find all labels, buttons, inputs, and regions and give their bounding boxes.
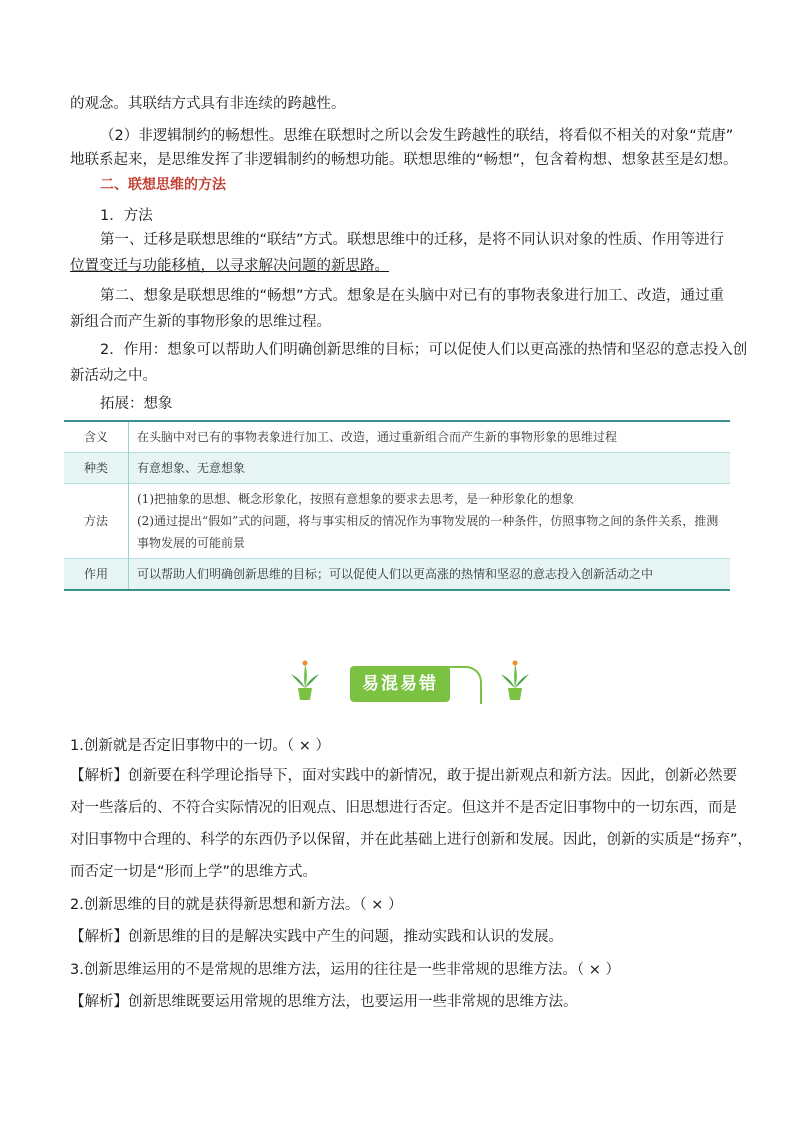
table-value: 在头脑中对已有的事物表象进行加工、改造，通过重新组合而产生新的事物形象的思维过程 <box>137 430 618 444</box>
method-item-2: (2)通过提出“假如”式的问题，将与事实相反的情况作为事物发展的一种条件，仿照事物之间的条件关系，推测事物发展的可能前景 <box>137 514 719 550</box>
underlined-text: 位置变迁与功能移植，以寻求解决问题的新思路。 <box>70 258 389 274</box>
question-3: 3.创新思维运用的不是常规的思维方法，运用的往往是一些非常规的思维方法。（ × ） <box>70 962 620 978</box>
paragraph-effect-2: 新活动之中。 <box>70 368 157 384</box>
paragraph-effect-1: 2．作用：想象可以帮助人们明确创新思维的目标；可以促使人们以更高涨的热情和坚忍的意志投入创 <box>100 342 748 358</box>
question-1: 1.创新就是否定旧事物中的一切。（ × ） <box>70 738 330 754</box>
imagination-table <box>64 420 730 591</box>
table-value: 有意想象、无意想象 <box>137 461 246 475</box>
banner-title: 易混易错 <box>350 666 450 702</box>
table-key: 含义 <box>64 421 129 453</box>
extension-label: 拓展：想象 <box>100 396 173 412</box>
paragraph-second-2: 新组合而产生新的事物形象的思维过程。 <box>70 314 331 330</box>
paragraph-concept-end: 的观念。其联结方式具有非连续的跨越性。 <box>70 96 346 112</box>
plant-icon <box>500 658 530 702</box>
table-row <box>64 453 730 484</box>
section-heading: 二、联想思维的方法 <box>100 177 226 193</box>
table-row <box>64 559 730 591</box>
table-row <box>64 421 730 453</box>
plant-icon <box>290 658 320 702</box>
answer-2: 【解析】创新思维的目的是解决实践中产生的问题，推动实践和认识的发展。 <box>70 929 563 945</box>
paragraph-second-1: 第二、想象是联想思维的“畅想”方式。想象是在头脑中对已有的事物表象进行加工、改造，通过重 <box>100 288 725 304</box>
method-subtitle: 1．方法 <box>100 208 153 224</box>
answer-1-line-4: 而否定一切是“形而上学”的思维方式。 <box>70 864 318 880</box>
question-2: 2.创新思维的目的就是获得新思想和新方法。（ × ） <box>70 897 403 913</box>
table-value: 可以帮助人们明确创新思维的目标；可以促使人们以更高涨的热情和坚忍的意志投入创新活动之中 <box>137 567 654 581</box>
table-value <box>129 484 731 559</box>
section-banner <box>290 658 530 706</box>
paragraph-free-imagination-2: 地联系起来，是思维发挥了非逻辑制约的畅想功能。联想思维的“畅想”，包含着构想、想象甚至是幻想。 <box>70 152 738 168</box>
paragraph-first-2 <box>70 256 730 276</box>
answer-3: 【解析】创新思维既要运用常规的思维方法，也要运用一些非常规的思维方法。 <box>70 994 578 1010</box>
table-key: 种类 <box>64 453 129 484</box>
answer-1-line-3: 对旧事物中合理的、科学的东西仍予以保留，并在此基础上进行创新和发展。因此，创新的实质是“扬弃”， <box>70 832 753 848</box>
table-row <box>64 484 730 559</box>
table-key: 方法 <box>64 484 129 559</box>
paragraph-first-1: 第一、迁移是联想思维的“联结”方式。联想思维中的迁移，是将不同认识对象的性质、作用等进行 <box>100 232 725 248</box>
method-item-1: (1)把抽象的思想、概念形象化，按照有意想象的要求去思考，是一种形象化的想象 <box>137 492 575 506</box>
table-key: 作用 <box>64 559 129 591</box>
answer-1-line-2: 对一些落后的、不符合实际情况的旧观点、旧思想进行否定。但这并不是否定旧事物中的一切东西，而是 <box>70 800 737 816</box>
answer-1-line-1: 【解析】创新要在科学理论指导下，面对实践中的新情况，敢于提出新观点和新方法。因此，创新必然要 <box>70 768 737 784</box>
banner-arc <box>440 666 482 704</box>
paragraph-free-imagination-1: （2）非逻辑制约的畅想性。思维在联想时之所以会发生跨越性的联结，将看似不相关的对象“荒唐” <box>100 128 734 144</box>
